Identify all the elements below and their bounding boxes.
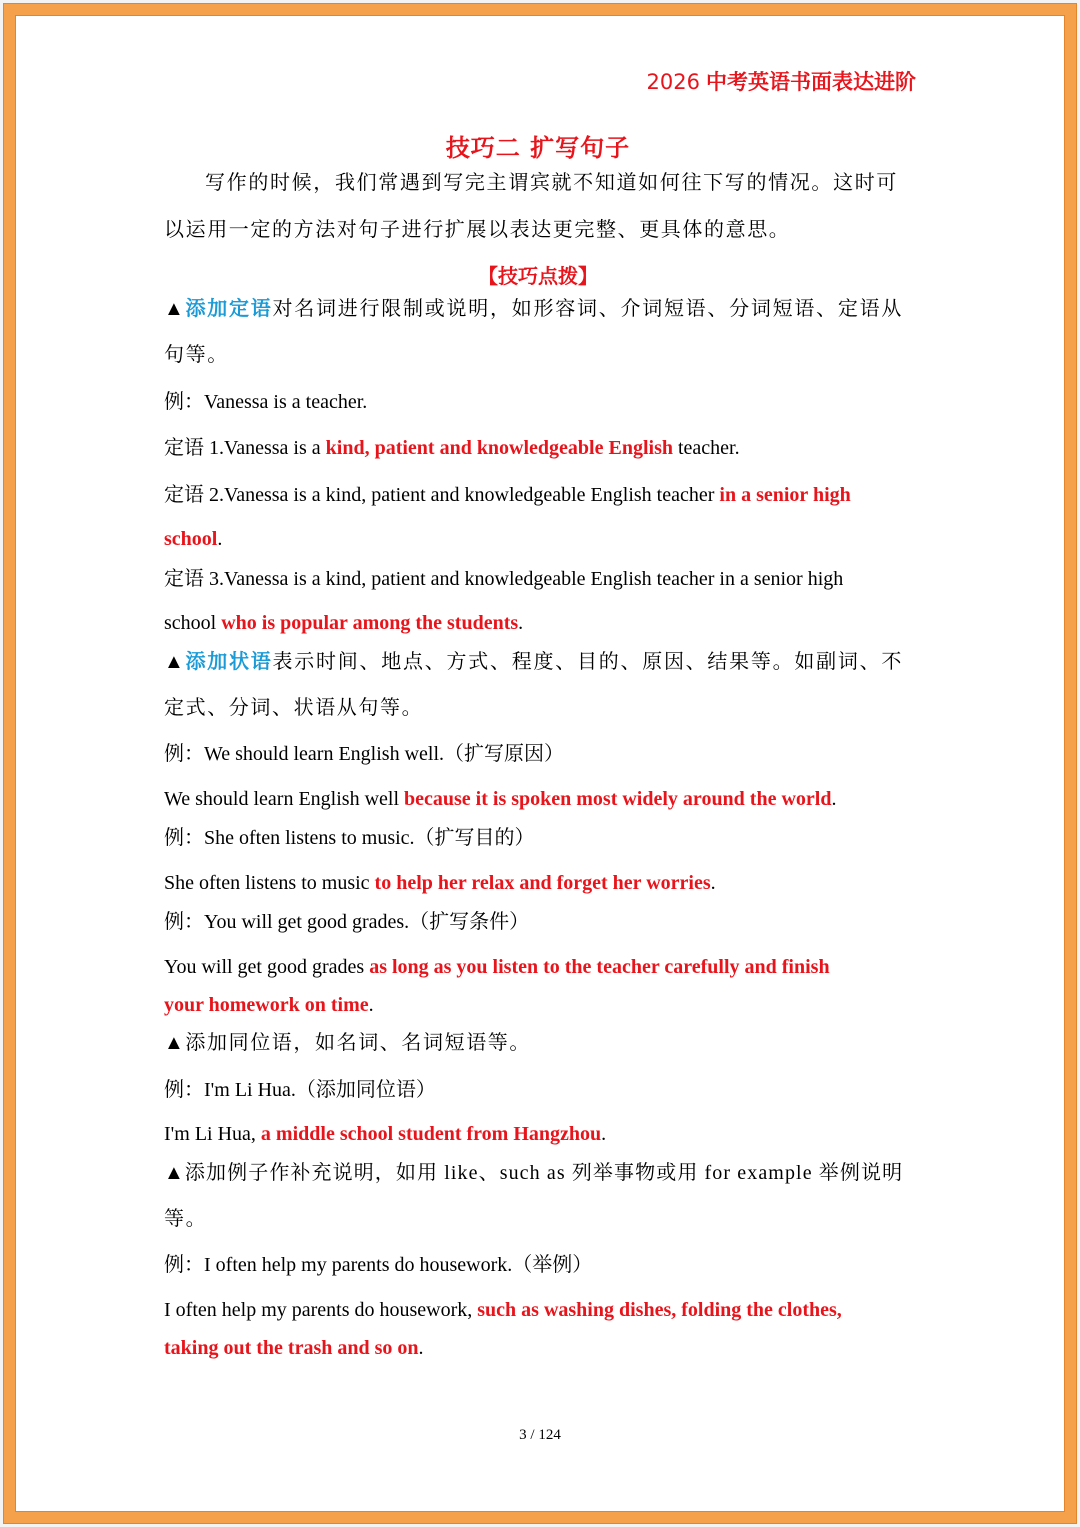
tip-description: 作补充说明，如用 like、such as 列举事物或用 for example 举例说明 bbox=[269, 1162, 904, 1184]
tip-marker: ▲ bbox=[164, 1162, 185, 1184]
example-sentence: 例：You will get good grades.（扩写条件） bbox=[164, 911, 530, 933]
sentence-end: . bbox=[418, 1337, 424, 1359]
tip-description: ，如名词、名词短语等。 bbox=[293, 1032, 532, 1054]
tip-marker: ▲ bbox=[164, 651, 186, 673]
added-phrase: your homework on time bbox=[164, 994, 369, 1016]
sentence-end: teacher. bbox=[672, 437, 740, 459]
example-sentence: 例：I'm Li Hua.（添加同位语） bbox=[164, 1079, 436, 1101]
tip-marker: ▲ bbox=[164, 298, 186, 320]
running-header bbox=[0, 68, 916, 96]
expanded-sentence-continued bbox=[164, 611, 523, 635]
header-title: 中考英语书面表达进阶 bbox=[706, 70, 916, 94]
tip-adverbial-line-1 bbox=[164, 650, 903, 674]
expanded-sentence-continued bbox=[164, 1336, 424, 1360]
added-phrase: kind, patient and knowledgeable English bbox=[325, 437, 673, 459]
tip-label: 添加状语 bbox=[185, 651, 273, 673]
sentence-base: You will get good grades bbox=[164, 956, 370, 978]
sentence-end: . bbox=[601, 1123, 607, 1145]
expanded-sentence bbox=[164, 955, 830, 979]
expanded-sentence bbox=[164, 1298, 842, 1322]
intro-line-1: 写作的时候，我们常遇到写完主谓宾就不知道如何往下写的情况。这时可 bbox=[205, 172, 898, 194]
sentence-base: 定语 1.Vanessa is a bbox=[164, 437, 326, 459]
tip-illustration-line-1 bbox=[164, 1161, 903, 1185]
sentence-end: . bbox=[217, 528, 223, 550]
added-phrase: who is popular among the students bbox=[221, 612, 519, 634]
tip-label: 添加例子 bbox=[184, 1162, 270, 1184]
expanded-sentence bbox=[164, 436, 740, 460]
tip-appositive bbox=[164, 1031, 531, 1055]
sentence-base: 定语 2.Vanessa is a kind, patient and knowledgeable English teacher bbox=[164, 484, 720, 506]
expanded-sentence bbox=[164, 483, 851, 507]
example-sentence: 例：She often listens to music.（扩写目的） bbox=[164, 827, 535, 849]
example-sentence: 例：We should learn English well.（扩写原因） bbox=[164, 743, 565, 765]
page-number: 3 / 124 bbox=[519, 1427, 561, 1443]
tip-attributive-line-2: 句等。 bbox=[164, 344, 229, 366]
sentence-base: I often help my parents do housework, bbox=[164, 1299, 478, 1321]
tip-attributive-line-1 bbox=[164, 297, 903, 321]
sentence-end: . bbox=[518, 612, 524, 634]
expanded-sentence-continued bbox=[164, 527, 222, 551]
added-phrase: in a senior high bbox=[719, 484, 851, 506]
sentence-base: I'm Li Hua, bbox=[164, 1123, 261, 1145]
header-year: 2026 bbox=[646, 70, 700, 94]
tip-adverbial-line-2: 定式、分词、状语从句等。 bbox=[164, 697, 424, 719]
tip-label: 添加定语 bbox=[185, 298, 273, 320]
tip-description: 对名词进行限制或说明，如形容词、介词短语、分词短语、定语从 bbox=[272, 298, 903, 320]
sentence-end: . bbox=[368, 994, 374, 1016]
tip-marker: ▲ bbox=[164, 1032, 186, 1054]
expanded-sentence bbox=[164, 787, 836, 811]
added-phrase: such as washing dishes, folding the clothes, bbox=[477, 1299, 842, 1321]
added-phrase: as long as you listen to the teacher carefully and finish bbox=[369, 956, 830, 978]
expanded-sentence-continued bbox=[164, 993, 374, 1017]
expanded-sentence bbox=[164, 1122, 606, 1146]
added-phrase: a middle school student from Hangzhou bbox=[260, 1123, 602, 1145]
intro-line-2: 以运用一定的方法对句子进行扩展以表达更完整、更具体的意思。 bbox=[164, 219, 791, 241]
expanded-sentence bbox=[164, 871, 716, 895]
example-sentence: 例：Vanessa is a teacher. bbox=[164, 391, 368, 413]
added-phrase: to help her relax and forget her worries bbox=[374, 872, 711, 894]
expanded-sentence: 定语 3.Vanessa is a kind, patient and knowledgeable English teacher in a senior high bbox=[164, 568, 844, 590]
sentence-base: school bbox=[164, 612, 222, 634]
sentence-base: She often listens to music bbox=[164, 872, 375, 894]
added-phrase: because it is spoken most widely around the world bbox=[404, 788, 832, 810]
added-phrase: school bbox=[164, 528, 218, 550]
tip-description: 表示时间、地点、方式、程度、目的、原因、结果等。如副词、不 bbox=[272, 651, 903, 673]
section-title: 技巧二 扩写句子 bbox=[445, 134, 631, 162]
added-phrase: taking out the trash and so on bbox=[164, 1337, 419, 1359]
example-sentence: 例：I often help my parents do housework.（举例） bbox=[164, 1254, 593, 1276]
tips-heading: 【技巧点拨】 bbox=[478, 264, 598, 288]
tip-illustration-line-2: 等。 bbox=[164, 1208, 208, 1230]
sentence-end: . bbox=[831, 788, 837, 810]
tip-label: 添加同位语 bbox=[185, 1032, 294, 1054]
sentence-base: We should learn English well bbox=[164, 788, 405, 810]
sentence-end: . bbox=[710, 872, 716, 894]
